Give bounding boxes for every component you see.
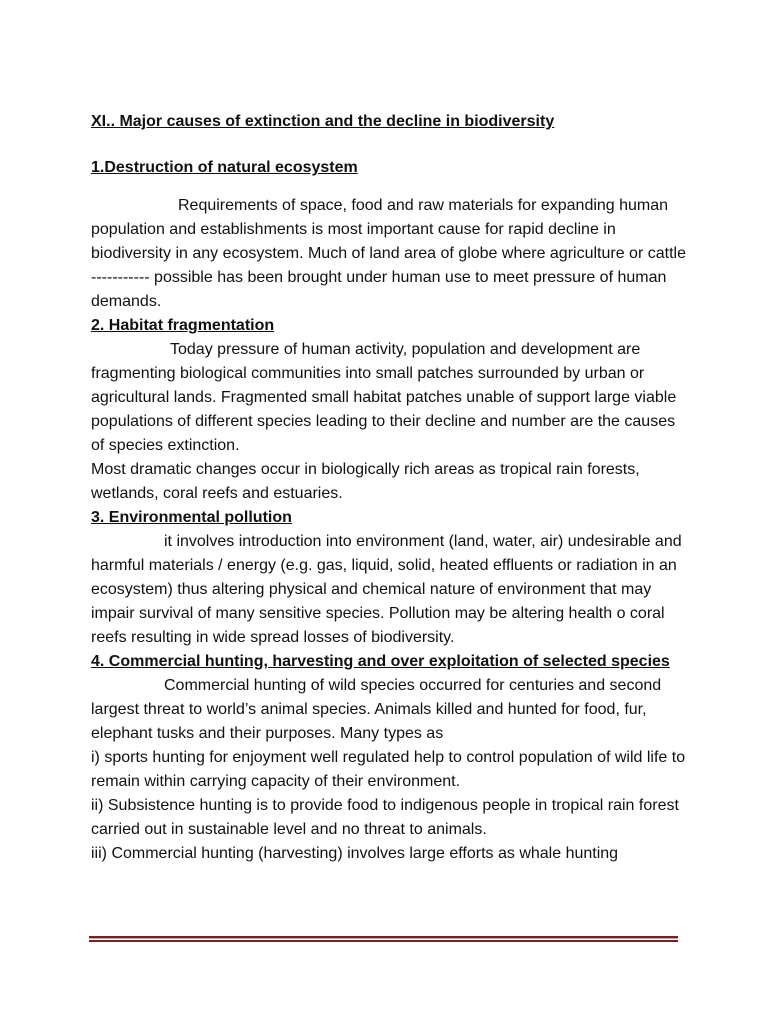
- footer-divider: [89, 936, 678, 942]
- spacer: [91, 180, 691, 194]
- list-item-commercial-hunting: iii) Commercial hunting (harvesting) involves large efforts as whale hunting: [91, 845, 619, 862]
- document-title: XI.. Major causes of extinction and the decline in biodiversity: [91, 113, 555, 130]
- list-item-sports-hunting: i) sports hunting for enjoyment well regulated help to control population of wild life to remain within carrying capacity of their environment.: [91, 749, 686, 790]
- paragraph-pollution: it involves introduction into environment (land, water, air) undesirable and harmful materials / energy (e.g. gas, liquid, solid, heated effluents or radiation in an ecosystem) thus altering physical and chemical nature of environment that may impair survival of many sensitive species. Pollution may be altering health o coral reefs resulting in wide spread losses of biodiversity.: [91, 533, 682, 646]
- paragraph-fragmentation: Today pressure of human activity, population and development are fragmenting biological communities into small patches surrounded by urban or agricultural lands. Fragmented small habitat patches unable of support large viable populations of different species leading to their decline and number are the causes of species extinction.: [91, 341, 677, 454]
- section-heading-hunting: 4. Commercial hunting, harvesting and over exploitation of selected species: [91, 653, 670, 670]
- paragraph-destruction: Requirements of space, food and raw materials for expanding human population and establishments is most important cause for rapid decline in biodiversity in any ecosystem. Much of land area of globe where agriculture or cattle ----------- possible has been brought under human use to meet pressure of human demands.: [91, 197, 686, 310]
- section-heading-destruction: 1.Destruction of natural ecosystem: [91, 159, 358, 176]
- section-heading-pollution: 3. Environmental pollution: [91, 509, 292, 526]
- paragraph-fragmentation-2: Most dramatic changes occur in biologically rich areas as tropical rain forests, wetlands, coral reefs and estuaries.: [91, 461, 640, 502]
- list-item-subsistence-hunting: ii) Subsistence hunting is to provide food to indigenous people in tropical rain forest carried out in sustainable level and no threat to animals.: [91, 797, 679, 838]
- paragraph-hunting: Commercial hunting of wild species occurred for centuries and second largest threat to world’s animal species. Animals killed and hunted for food, fur, elephant tusks and their purposes. Many types as: [91, 677, 662, 742]
- section-heading-fragmentation: 2. Habitat fragmentation: [91, 317, 275, 334]
- document-page: [91, 110, 691, 866]
